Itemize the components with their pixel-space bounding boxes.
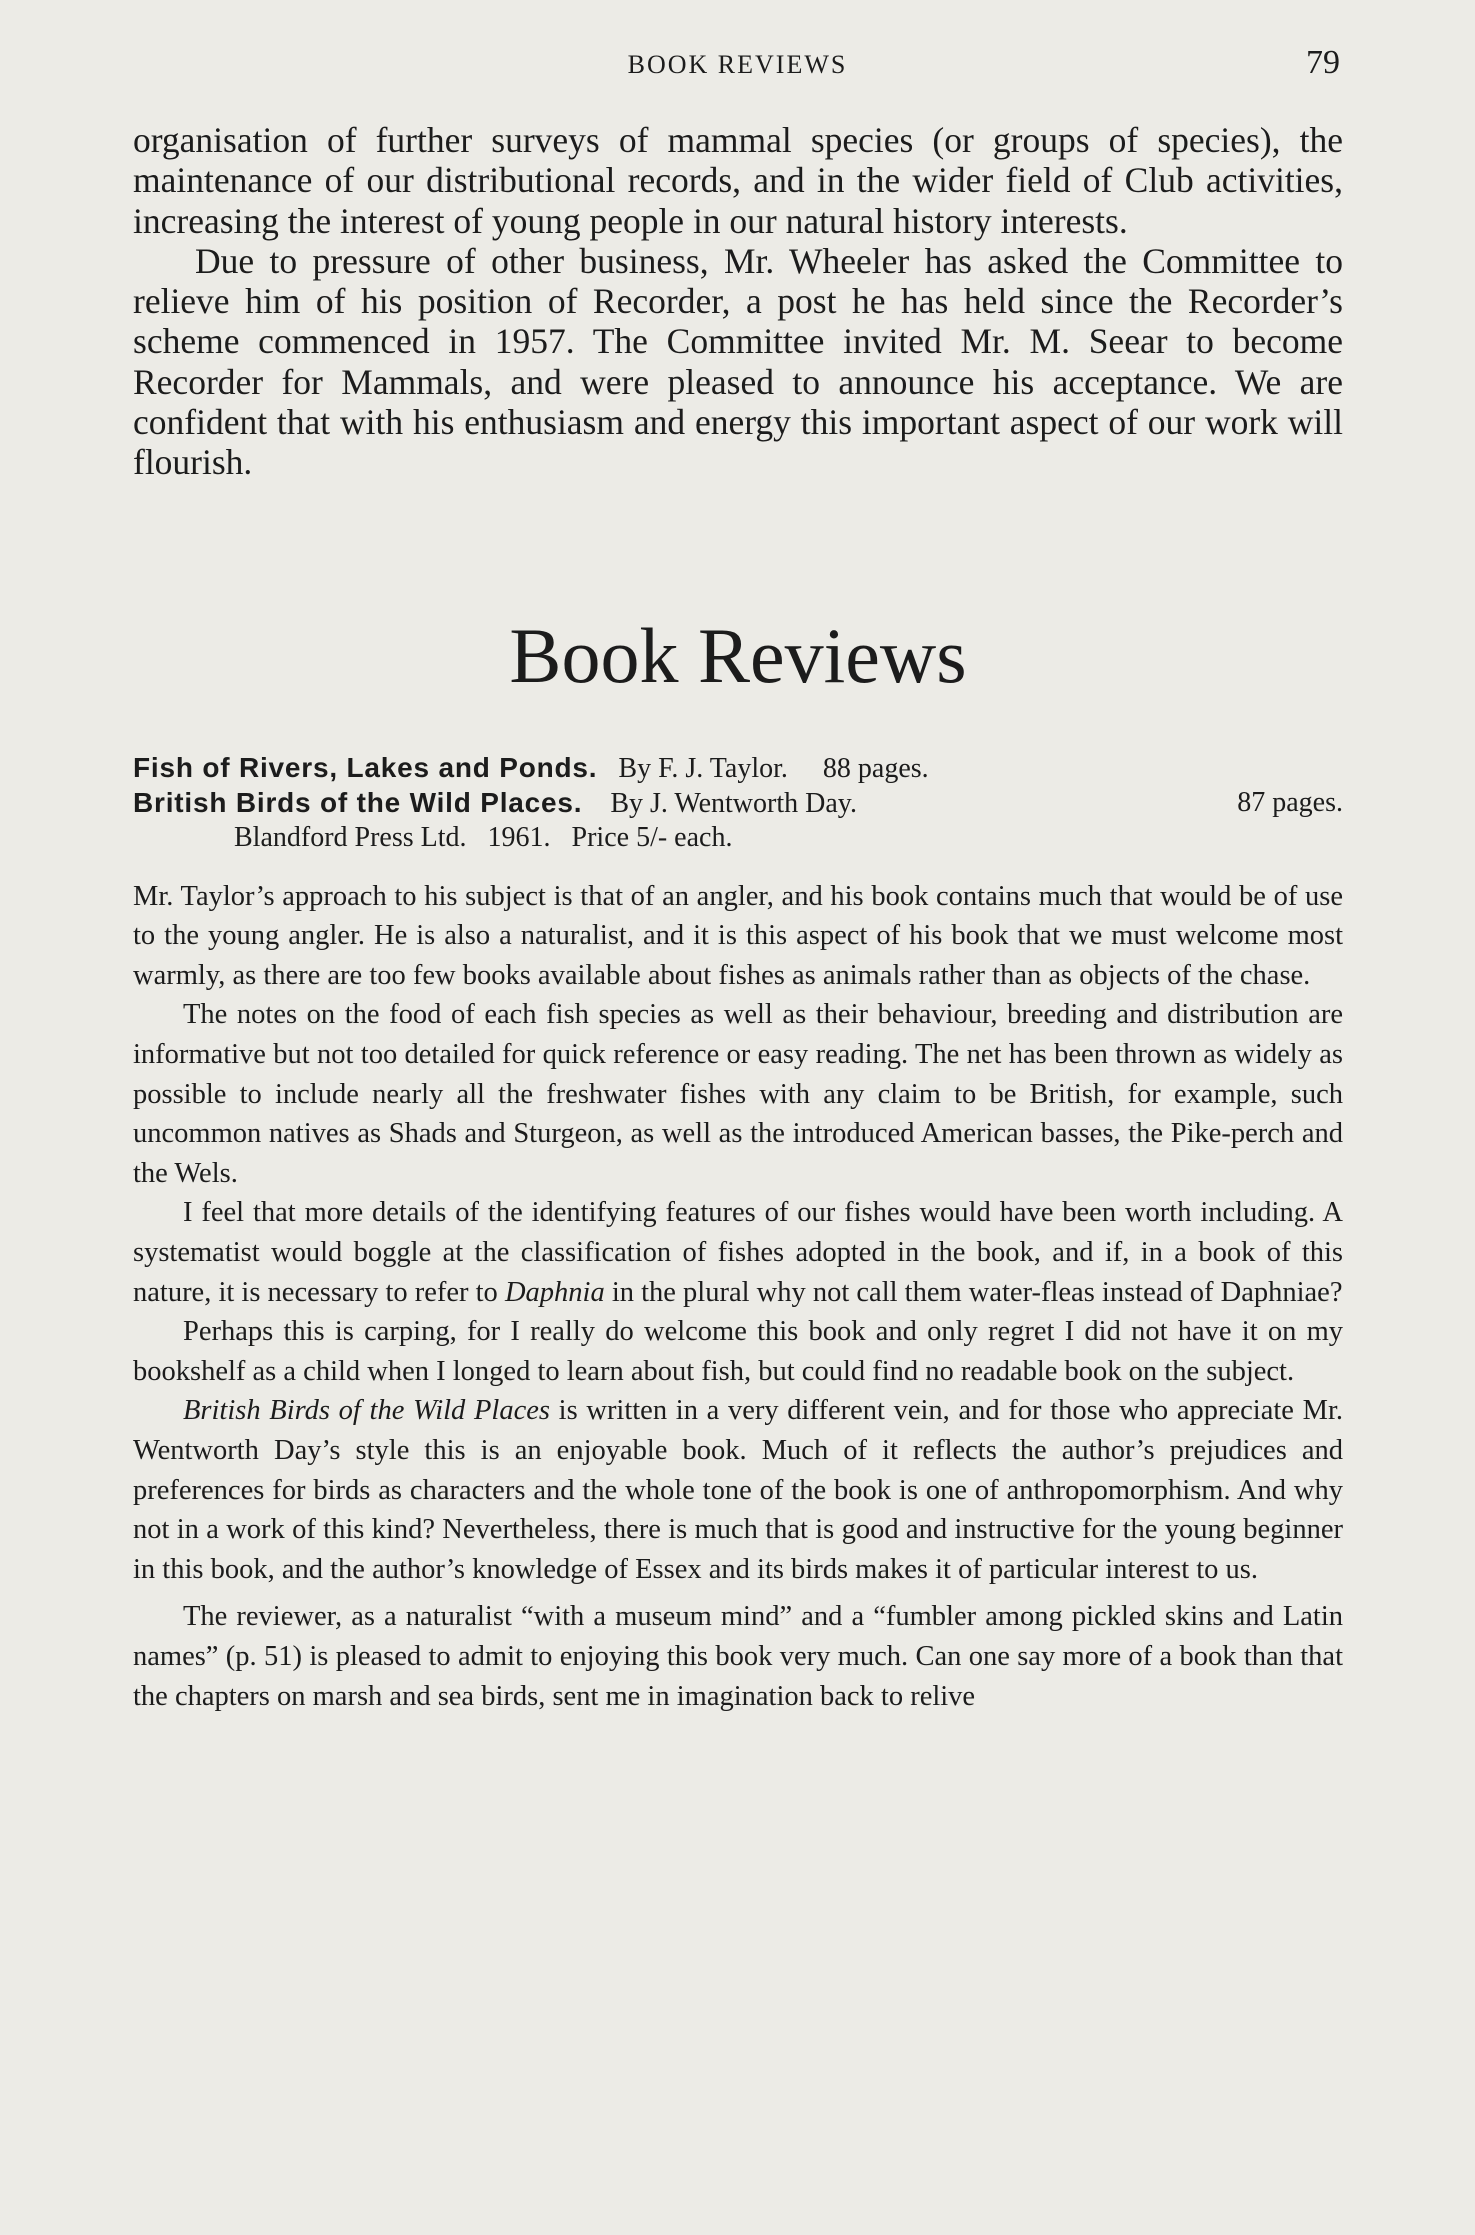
book-author: By F. J. Taylor. bbox=[618, 752, 788, 784]
book-citations bbox=[133, 751, 1343, 855]
review-paragraph: The reviewer, as a naturalist “with a museum mind” and a “fumbler among pickled skins and Latin names” (p. 51) is pleased to admit to enjoying this book very much. Can one say more of a book than that the chapters on marsh and sea birds, sent me in imagination back to relive bbox=[133, 1601, 1343, 1712]
book-title: Fish of Rivers, Lakes and Ponds. bbox=[133, 751, 598, 783]
citation-book-1 bbox=[133, 751, 1343, 786]
section-title: Book Reviews bbox=[509, 611, 967, 699]
review-paragraph: British Birds of the Wild Places is written in a very different vein, and for those who appreciate Mr. Wentworth Day’s style this is an enjoyable book. Much of it reflects the author’s prejudices and preferences for birds as characters and the whole tone of the book is one of anthropomorphism. And why not in a work of this kind? Nevertheless, there is much that is good and instructive for the young beginner in this book, and the author’s knowledge of Essex and its birds makes it of particular interest to us. bbox=[133, 1395, 1344, 1585]
review-paragraph: The notes on the food of each fish species as well as their behaviour, breeding and distribution are informative but not too detailed for quick reference or easy reading. The net has been thrown as widely as possible to include nearly all the freshwater fishes with any claim to be British, for example, such uncommon natives as Shads and Sturgeon, as well as the introduced American basses, the Pike-perch and the Wels. bbox=[133, 999, 1343, 1189]
book-author: By J. Wentworth Day. bbox=[610, 787, 857, 819]
page-content bbox=[133, 120, 1343, 1716]
running-head: BOOK REVIEWS bbox=[627, 50, 848, 79]
citation-book-2 bbox=[133, 786, 1343, 821]
review-paragraph: Perhaps this is carping, for I really do welcome this book and only regret I did not have it on my bookshelf as a child when I longed to learn about fish, but could find no readable book on the subject. bbox=[133, 1316, 1343, 1387]
page-number: 79 bbox=[1306, 44, 1340, 81]
publisher-name: Blandford Press Ltd. bbox=[234, 821, 467, 853]
publication-year: 1961. bbox=[487, 821, 551, 853]
book-pages: 87 pages. bbox=[1237, 786, 1343, 818]
review-paragraph: I feel that more details of the identifying features of our fishes would have been worth including. A systematist would boggle at the classification of fishes adopted in the book, and if, in a book of this nature, it is necessary to refer to Daphnia in the plural why not call them water-fleas instead of Daphniae? bbox=[133, 1197, 1343, 1308]
citation-publisher bbox=[133, 821, 1343, 855]
intro-paragraph: Due to pressure of other business, Mr. Wheeler has asked the Committee to relieve him of his position of Recorder, a post he has held since the Recorder’s scheme commenced in 1957. The Committee invited Mr. M. Seear to become Recorder for Mammals, and were pleased to announce his acceptance. We are confident that with his enthusiasm and energy this important aspect of our work will flourish. bbox=[133, 240, 1343, 483]
book-pages: 88 pages. bbox=[822, 752, 929, 784]
book-price: Price 5/- each. bbox=[571, 821, 733, 853]
intro-paragraph: organisation of further surveys of mammal species (or groups of species), the maintenance of our distributional records, and in the wider field of Club activities, increasing the interest of young people in our natural history interests. bbox=[133, 120, 1343, 241]
book-title: British Birds of the Wild Places. bbox=[133, 786, 583, 818]
review-body bbox=[133, 877, 1343, 1716]
review-paragraph: Mr. Taylor’s approach to his subject is that of an angler, and his book contains much that would be of use to the young angler. He is also a naturalist, and it is this aspect of his book that we must welcome most warmly, as there are too few books available about fishes as animals rather than as objects of the chase. bbox=[133, 880, 1343, 991]
